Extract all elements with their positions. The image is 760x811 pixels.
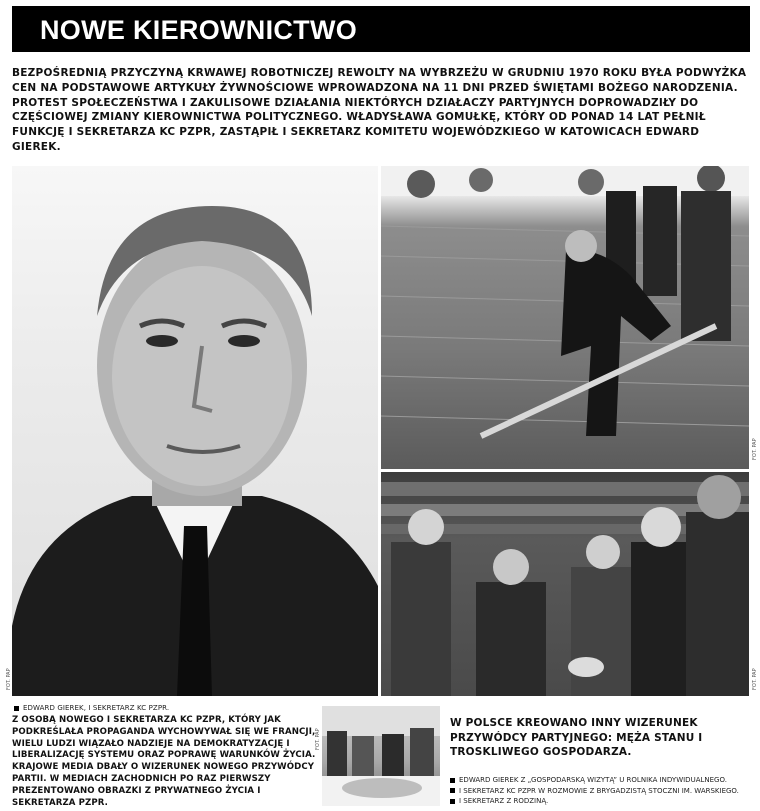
shipyard-photo-graphic: [381, 472, 749, 696]
caption-item: [450, 796, 750, 807]
family-photo: [322, 706, 440, 806]
portrait-photo-graphic: [12, 166, 378, 696]
page-title: NOWE KIEROWNICTWO: [40, 15, 358, 45]
family-photo-graphic: [322, 706, 440, 806]
caption-item: [450, 775, 750, 786]
caption-bullet-icon: [450, 799, 455, 804]
family-credit: FOT. PAP: [315, 728, 321, 750]
portrait-photo: [12, 166, 378, 696]
caption-bullet-icon: [450, 788, 455, 793]
field-credit: FOT. PAP: [752, 438, 758, 460]
shipyard-photo: [381, 472, 749, 696]
body-right-paragraph: W POLSCE KREOWANO INNY WIZERUNEK PRZYWÓDCY PARTYJNEGO: MĘŻA STANU I TROSKLIWEGO GOSPODARZA.: [450, 717, 703, 759]
caption-bullet-icon: [450, 778, 455, 783]
photo-captions-list: [450, 775, 750, 807]
portrait-caption-text: EDWARD GIEREK, I SEKRETARZ KC PZPR.: [23, 704, 170, 712]
caption-bullet-icon: [14, 706, 19, 711]
body-left-paragraph: Z OSOBĄ NOWEGO I SEKRETARZA KC PZPR, KTÓRY JAK PODKREŚLAŁA PROPAGANDA WYCHOWYWAŁ SIĘ WE FRANCJI, WIELU LUDZI WIĄZAŁO NADZIEJE NA DEMOKRATYZACJĘ I LIBERALIZACJĘ SYSTEMU ORAZ POPRAWĘ WARUNKÓW ŻYCIA. KRAJOWE MEDIA DBAŁY O WIZERUNEK NOWEGO PRZYWÓDCY PARTII. W MEDIACH ZACHODNICH PO RAZ PIERWSZY PREZENTOWANO OBRAZKI Z PRYWATNEGO ŻYCIA I SEKRETARZA PZPR.: [12, 715, 316, 808]
shipyard-credit: FOT. PAP: [752, 668, 758, 690]
field-photo-graphic: [381, 166, 749, 469]
header-bar: [12, 6, 750, 52]
caption-text: I SEKRETARZ KC PZPR W ROZMOWIE Z BRYGADZISTĄ STOCZNI IM. WARSKIEGO.: [459, 786, 739, 795]
caption-text: EDWARD GIEREK Z „GOSPODARSKĄ WIZYTĄ” U ROLNIKA INDYWIDUALNEGO.: [459, 776, 727, 784]
portrait-caption: [14, 704, 169, 712]
portrait-credit: FOT. PAP: [6, 668, 12, 690]
intro-paragraph: BEZPOŚREDNIĄ PRZYCZYNĄ KRWAWEJ ROBOTNICZEJ REWOLTY NA WYBRZEŻU W GRUDNIU 1970 ROKU BYŁA PODWYŻKA CEN NA PODSTAWOWE ARTYKUŁY ŻYWNOŚCIOWE WPROWADZONA NA 11 DNI PRZED ŚWIĘTAMI BOŻEGO NARODZENIA. PROTEST SPOŁECZEŃSTWA I ZAKULISOWE DZIAŁANIA NIEKTÓRYCH DZIAŁACZY PARTYJNYCH DOPROWADZIŁY DO CZĘŚCIOWEJ ZMIANY KIEROWNICTWA POLITYCZNEGO. WŁADYSŁAWA GOMUŁKĘ, KTÓRY OD PONAD 14 LAT PEŁNIŁ FUNKCJĘ I SEKRETARZA KC PZPR, ZASTĄPIŁ I SEKRETARZ KOMITETU WOJEWÓDZKIEGO W KATOWICACH EDWARD GIEREK.: [12, 67, 747, 153]
caption-item: [450, 786, 750, 797]
field-photo: [381, 166, 749, 469]
caption-text: I SEKRETARZ Z RODZINĄ.: [459, 797, 549, 805]
